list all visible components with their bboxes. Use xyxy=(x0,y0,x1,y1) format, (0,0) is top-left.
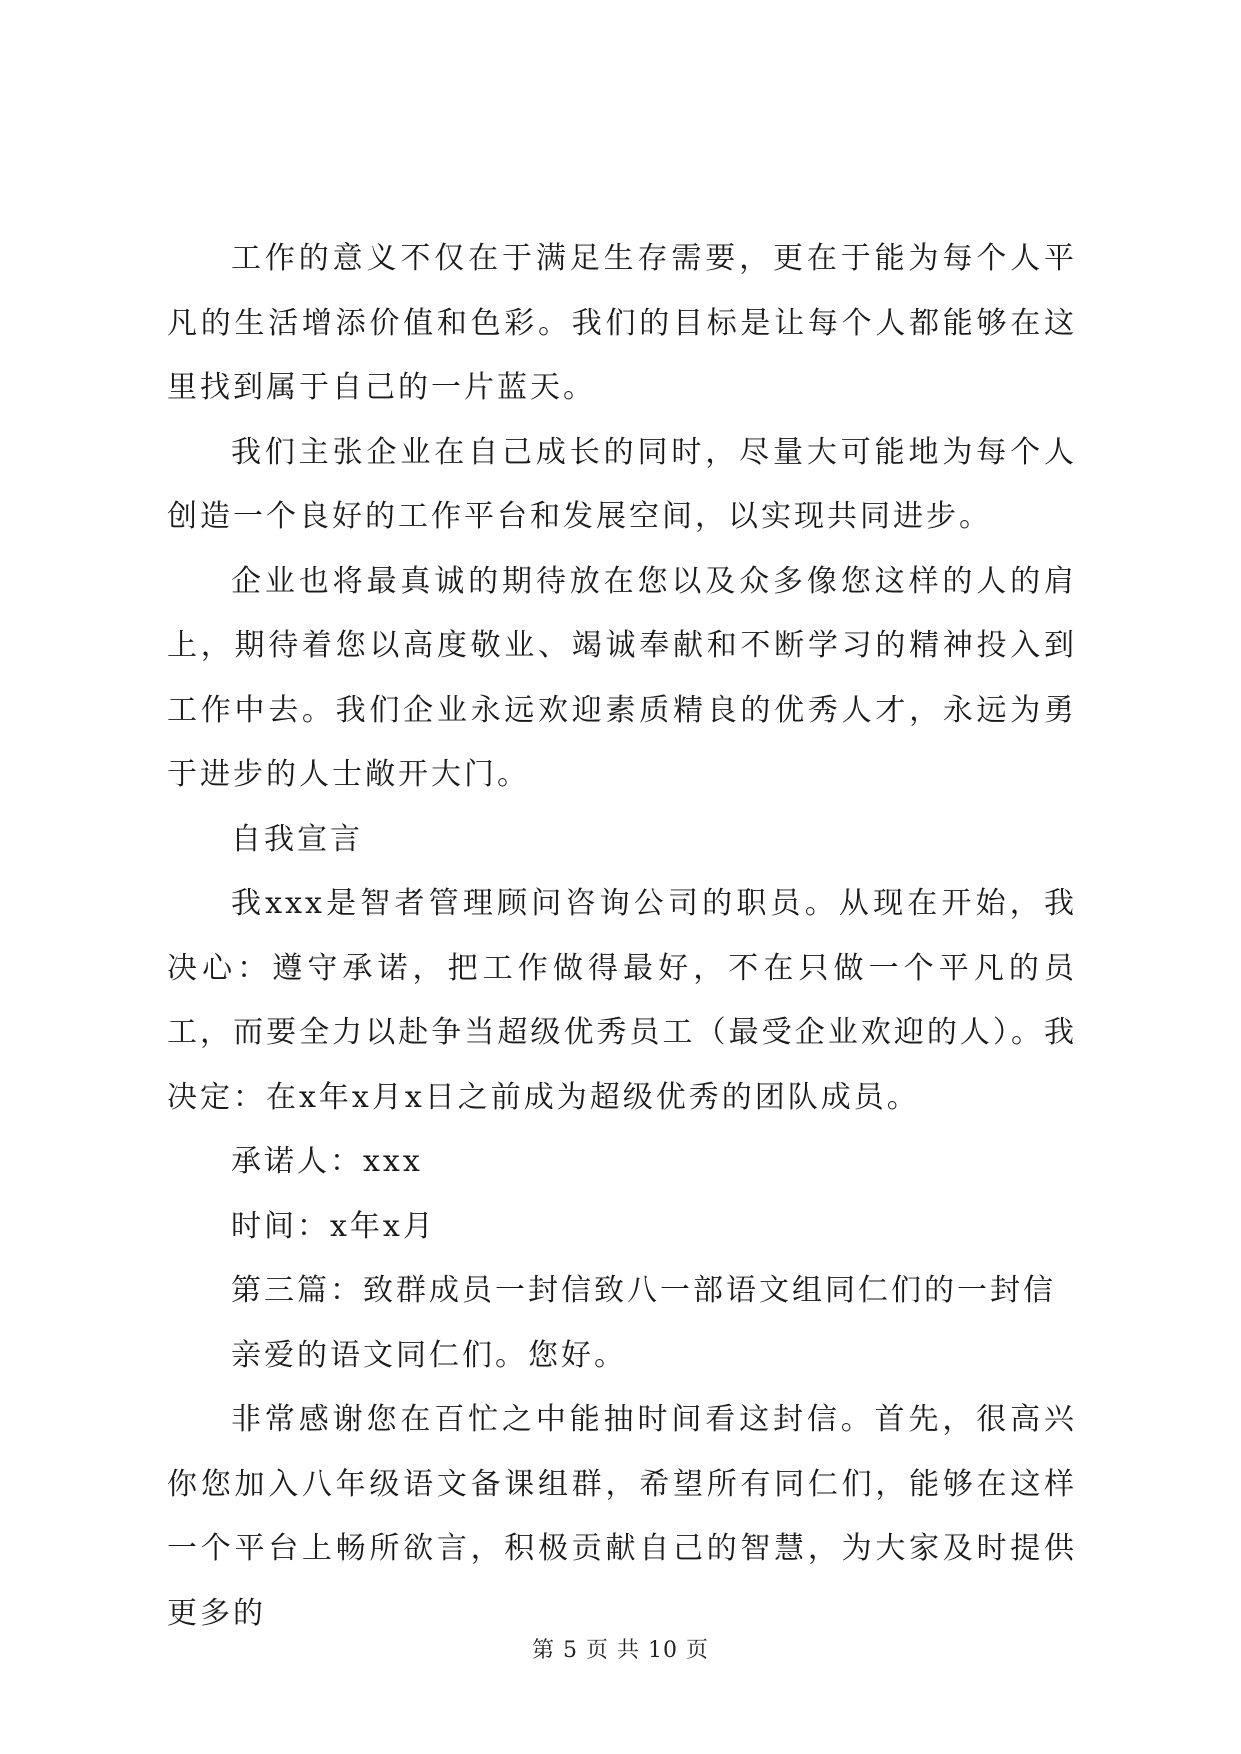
paragraph-work-meaning: 工作的意义不仅在于满足生存需要，更在于能为每个人平凡的生活增添价值和色彩。我们的目标是让每个人都能够在这里找到属于自己的一片蓝天。 xyxy=(167,241,1077,405)
date-line: 时间：x年x月 xyxy=(231,1208,436,1244)
promisor-line: 承诺人：xxx xyxy=(231,1144,423,1179)
page-number-footer: 第 5 页 共 10 页 xyxy=(532,1638,709,1663)
paragraph-self-declaration: 我xxx是智者管理顾问咨询公司的职员。从现在开始，我决心：遵守承诺，把工作做得最好，不在只做一个平凡的员工，而要全力以赴争当超级优秀员工（最受企业欢迎的人）。我决定：在x年x月x日之前成为超级优秀的团队成员。 xyxy=(167,886,1077,1115)
letter-greeting: 亲爱的语文同仁们。您好。 xyxy=(231,1337,627,1373)
section-heading-third-letter: 第三篇：致群成员一封信致八一部语文组同仁们的一封信 xyxy=(231,1273,1056,1308)
paragraph-company-growth: 我们主张企业在自己成长的同时，尽量大可能地为每个人创造一个良好的工作平台和发展空间，以实现共同进步。 xyxy=(167,434,1077,534)
paragraph-letter-body: 非常感谢您在百忙之中能抽时间看这封信。首先，很高兴你您加入八年级语文备课组群，希望所有同仁们，能够在这样一个平台上畅所欲言，积极贡献自己的智慧，为大家及时提供更多的 xyxy=(167,1402,1077,1631)
section-heading-self-declaration: 自我宣言 xyxy=(231,821,363,857)
document-body xyxy=(167,227,1077,1646)
paragraph-company-expectation: 企业也将最真诚的期待放在您以及众多像您这样的人的肩上，期待着您以高度敬业、竭诚奉献和不断学习的精神投入到工作中去。我们企业永远欢迎素质精良的优秀人才，永远为勇于进步的人士敞开大门。 xyxy=(167,563,1077,792)
